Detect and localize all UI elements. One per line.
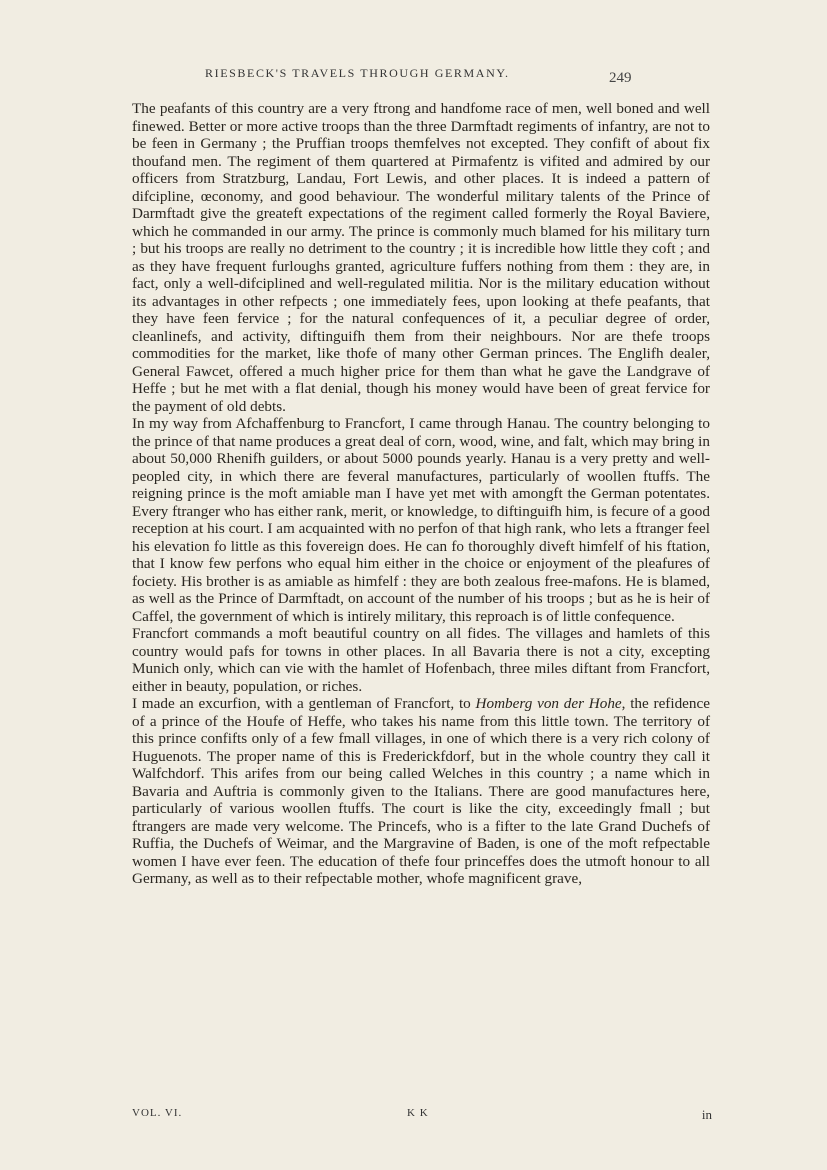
- catchword: in: [701, 1107, 712, 1122]
- paragraph: In my way from Afchaffenburg to Francfort, I came through Hanau. The country belonging to the prince of that name produces a great deal of corn, wood, wine, and falt, which may bring in about 50,000 Rhenifh guilders, or about 5000 pounds yearly. Hanau is a very pretty and well-peopled city, in which there are feveral manufactures, particularly of woollen ftuffs. The reigning prince is the moft amiable man I have yet met with amongft the German potentates. Every ftranger who has either rank, merit, or knowledge, to diftinguifh him, is fecure of a good reception at his court. I am acquainted with no perfon of that high rank, who lets a ftranger feel his elevation fo little as this fovereign does. He can fo thoroughly diveft himfelf of his ftation, that I know few perfons who equal him either in the choice or enjoyment of the pleafures of fociety. His brother is as amiable as himfelf : they are both zealous free-mafons. He is blamed, as well as the Prince of Darmftadt, on account of the number of his troops ; but as he is heir of Caffel, the government of which is intirely military, this reproach is of little confequence.: [132, 415, 710, 625]
- paragraph: The peafants of this country are a very ftrong and handfome race of men, well boned and well finewed. Better or more active troops than the three Darmftadt regiments of infantry, are not to be feen in Germany ; the Pruffian troops themfelves not excepted. They confift of about fix thoufand men. The regiment of them quartered at Pirmafentz is vifited and admired by our officers from Stratzburg, Landau, Fort Lewis, and other places. It is indeed a pattern of difcipline, œconomy, and good behaviour. The wonderful military talents of the Prince of Darmftadt give the greateft expectations of the regiment called formerly the Royal Baviere, which he commanded in our army. The prince is commonly much blamed for his military turn ; but his troops are really no detriment to the country ; it is incredible how little they coft ; and as they have frequent furloughs granted, agriculture fuffers nothing from them : they are, in fact, only a well-difciplined and well-regulated militia. Nor is the military education without its advantages in other refpects ; one immediately fees, upon looking at thefe peafants, that they have feen fervice ; for the natural confequences of it, a peculiar degree of order, cleanlinefs, and activity, diftinguifh them from their neighbours. Nor are thefe troops commodities for the market, like thofe of many other German princes. The Englifh dealer, General Fawcet, offered a much higher price for them than what he gave the Landgrave of Heffe ; but he met with a flat denial, though his money would have been of great fervice for the payment of old debts.: [132, 100, 710, 415]
- volume-label: VOL. VI.: [132, 1107, 183, 1119]
- body-text: [132, 100, 710, 888]
- signature-mark: K K: [407, 1107, 429, 1119]
- paragraph: [132, 695, 710, 888]
- paragraph-text: I made an excurfion, with a gentleman of Francfort, to: [132, 695, 476, 712]
- running-head: RIESBECK'S TRAVELS THROUGH GERMANY.: [205, 66, 510, 80]
- page-number: 249: [609, 70, 632, 86]
- italic-place-name: Homberg von der Hohe: [475, 695, 622, 712]
- paragraph-text: , the refidence of a prince of the Houfe of Heffe, who takes his name from this little town. The territory of this prince confifts only of a few fmall villages, in one of which there is a very rich colony of Huguenots. The proper name of this is Frederickfdorf, but in the whole country they call it Walfchdorf. This arifes from our being called Welches in this country ; a name which in Bavaria and Auftria is commonly given to the Italians. There are good manufactures here, particularly of various woollen ftuffs. The court is like the city, exceedingly fmall ; but ftrangers are made very welcome. The Princefs, who is a fifter to the late Grand Duchefs of Ruffia, the Duchefs of Weimar, and the Margravine of Baden, is one of the moft refpectable women I have ever feen. The education of thefe four princeffes does the utmoft honour to all Germany, as well as to their refpectable mother, whofe magnificent grave,: [132, 695, 710, 887]
- paragraph: Francfort commands a moft beautiful country on all fides. The villages and hamlets of this country would pafs for towns in other places. In all Bavaria there is not a city, excepting Munich only, which can vie with the hamlet of Hofenbach, three miles diftant from Francfort, either in beauty, population, or riches.: [132, 625, 710, 695]
